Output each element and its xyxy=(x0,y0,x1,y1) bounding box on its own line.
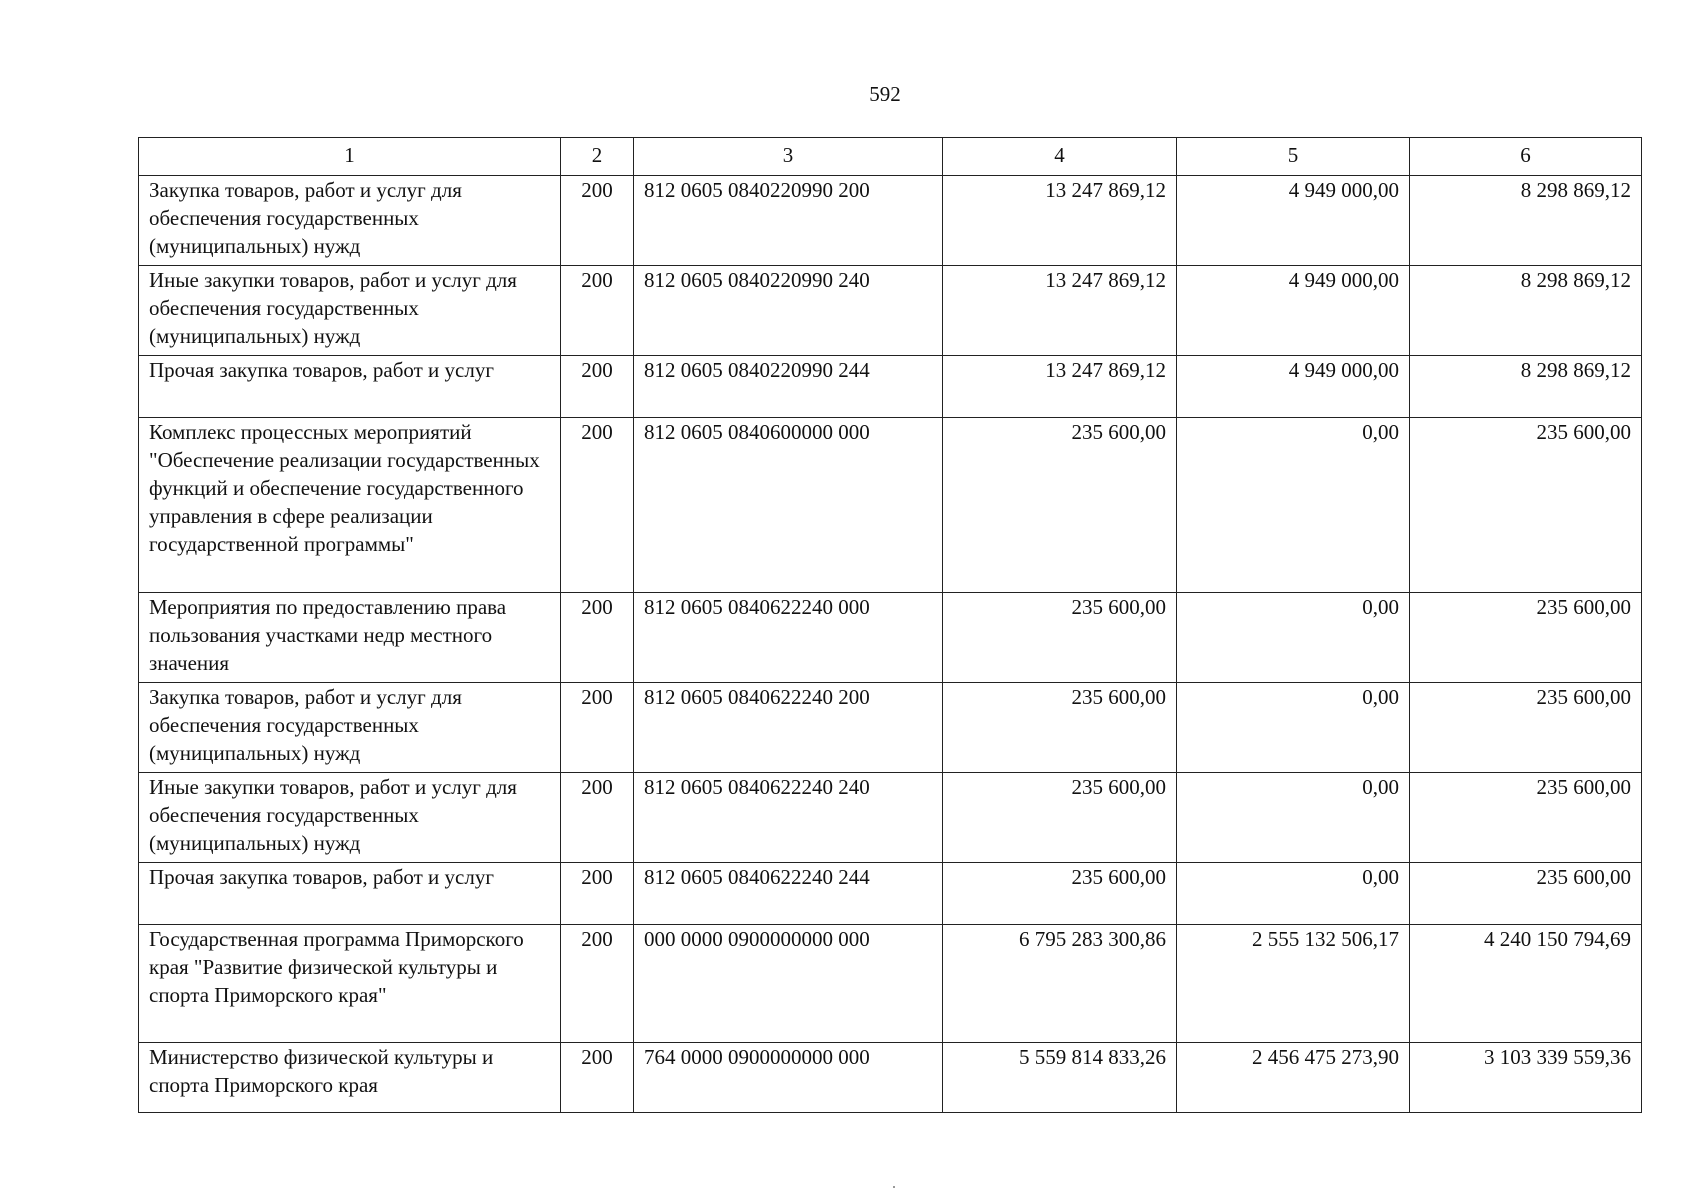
row-name: Прочая закупка товаров, работ и услуг xyxy=(139,863,561,925)
row-col5: 0,00 xyxy=(1177,773,1410,863)
row-col6: 4 240 150 794,69 xyxy=(1410,925,1642,1043)
row-col2: 200 xyxy=(561,863,634,925)
row-col5: 2 555 132 506,17 xyxy=(1177,925,1410,1043)
table-row xyxy=(139,1043,1642,1113)
row-col4: 235 600,00 xyxy=(943,773,1177,863)
column-header: 6 xyxy=(1410,138,1642,176)
row-col6: 235 600,00 xyxy=(1410,418,1642,593)
row-code: 812 0605 0840622240 240 xyxy=(634,773,943,863)
table-row xyxy=(139,683,1642,773)
row-col2: 200 xyxy=(561,266,634,356)
row-col6: 235 600,00 xyxy=(1410,773,1642,863)
row-name: Государственная программа Приморского края "Развитие физической культуры и спорта Приморского края" xyxy=(139,925,561,1043)
row-code: 812 0605 0840622240 000 xyxy=(634,593,943,683)
row-name: Иные закупки товаров, работ и услуг для обеспечения государственных (муниципальных) нужд xyxy=(139,266,561,356)
column-header: 5 xyxy=(1177,138,1410,176)
table-row xyxy=(139,593,1642,683)
row-col6: 8 298 869,12 xyxy=(1410,266,1642,356)
column-header: 4 xyxy=(943,138,1177,176)
row-name: Закупка товаров, работ и услуг для обеспечения государственных (муниципальных) нужд xyxy=(139,176,561,266)
row-code: 000 0000 0900000000 000 xyxy=(634,925,943,1043)
row-col6: 8 298 869,12 xyxy=(1410,176,1642,266)
row-code: 812 0605 0840622240 200 xyxy=(634,683,943,773)
row-col2: 200 xyxy=(561,593,634,683)
row-col2: 200 xyxy=(561,418,634,593)
column-header: 3 xyxy=(634,138,943,176)
row-name: Министерство физической культуры и спорта Приморского края xyxy=(139,1043,561,1113)
row-name: Иные закупки товаров, работ и услуг для обеспечения государственных (муниципальных) нужд xyxy=(139,773,561,863)
row-col4: 235 600,00 xyxy=(943,683,1177,773)
row-col4: 235 600,00 xyxy=(943,863,1177,925)
column-header: 1 xyxy=(139,138,561,176)
row-code: 812 0605 0840600000 000 xyxy=(634,418,943,593)
row-col6: 235 600,00 xyxy=(1410,683,1642,773)
row-col4: 5 559 814 833,26 xyxy=(943,1043,1177,1113)
row-code: 812 0605 0840220990 200 xyxy=(634,176,943,266)
row-col6: 8 298 869,12 xyxy=(1410,356,1642,418)
row-col2: 200 xyxy=(561,773,634,863)
row-col4: 235 600,00 xyxy=(943,418,1177,593)
row-col2: 200 xyxy=(561,1043,634,1113)
row-name: Мероприятия по предоставлению права пользования участками недр местного значения xyxy=(139,593,561,683)
row-col2: 200 xyxy=(561,925,634,1043)
row-col4: 13 247 869,12 xyxy=(943,266,1177,356)
scan-speck xyxy=(893,1186,895,1188)
row-col6: 3 103 339 559,36 xyxy=(1410,1043,1642,1113)
row-name: Прочая закупка товаров, работ и услуг xyxy=(139,356,561,418)
row-col5: 4 949 000,00 xyxy=(1177,266,1410,356)
row-col5: 0,00 xyxy=(1177,593,1410,683)
row-code: 812 0605 0840220990 244 xyxy=(634,356,943,418)
table-row xyxy=(139,266,1642,356)
row-col5: 0,00 xyxy=(1177,863,1410,925)
row-col5: 4 949 000,00 xyxy=(1177,356,1410,418)
table-row xyxy=(139,176,1642,266)
table-row xyxy=(139,925,1642,1043)
column-header: 2 xyxy=(561,138,634,176)
row-name: Закупка товаров, работ и услуг для обеспечения государственных (муниципальных) нужд xyxy=(139,683,561,773)
table-row xyxy=(139,356,1642,418)
table-row xyxy=(139,418,1642,593)
budget-table xyxy=(138,137,1642,1113)
row-col6: 235 600,00 xyxy=(1410,593,1642,683)
row-col2: 200 xyxy=(561,356,634,418)
row-col2: 200 xyxy=(561,176,634,266)
row-col6: 235 600,00 xyxy=(1410,863,1642,925)
page-number: 592 xyxy=(869,82,901,106)
row-col5: 0,00 xyxy=(1177,418,1410,593)
row-col4: 13 247 869,12 xyxy=(943,176,1177,266)
row-name: Комплекс процессных мероприятий "Обеспечение реализации государственных функций и обеспечение государственного управления в сфере реализации государственной программы" xyxy=(139,418,561,593)
row-col4: 13 247 869,12 xyxy=(943,356,1177,418)
row-col5: 4 949 000,00 xyxy=(1177,176,1410,266)
row-col2: 200 xyxy=(561,683,634,773)
row-code: 812 0605 0840622240 244 xyxy=(634,863,943,925)
row-col5: 0,00 xyxy=(1177,683,1410,773)
table-row xyxy=(139,773,1642,863)
row-col5: 2 456 475 273,90 xyxy=(1177,1043,1410,1113)
row-col4: 235 600,00 xyxy=(943,593,1177,683)
row-code: 812 0605 0840220990 240 xyxy=(634,266,943,356)
table-header-row xyxy=(139,138,1642,176)
row-code: 764 0000 0900000000 000 xyxy=(634,1043,943,1113)
row-col4: 6 795 283 300,86 xyxy=(943,925,1177,1043)
table-row xyxy=(139,863,1642,925)
